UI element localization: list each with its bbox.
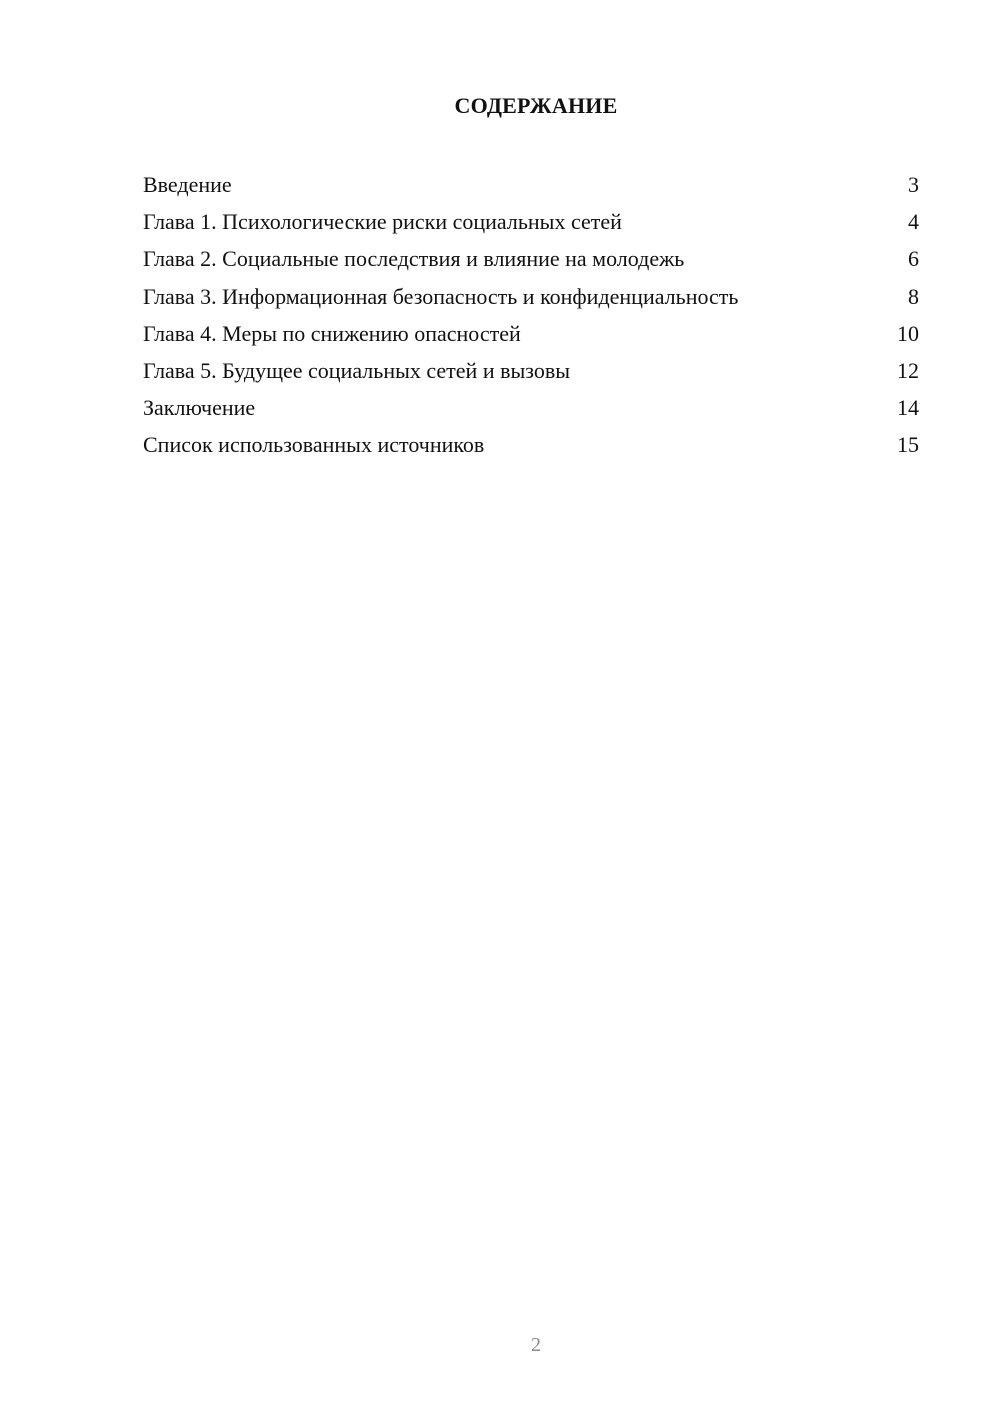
toc-entry-page: 8 [908,283,919,309]
table-of-contents [143,166,919,464]
toc-entry-references [143,426,919,463]
page-number: 2 [531,1334,541,1356]
toc-entry-title: Заключение [143,395,256,421]
toc-entry-page: 12 [897,357,919,383]
toc-entry-chapter-2 [143,240,919,277]
toc-entry-page: 15 [897,432,919,458]
toc-entry-title: Глава 5. Будущее социальных сетей и вызовы [143,357,570,383]
toc-heading: СОДЕРЖАНИЕ [454,93,618,118]
toc-entry-page: 3 [908,172,919,197]
toc-entry-title: Введение [143,172,232,197]
toc-entry-page: 10 [897,320,919,346]
toc-entry-title: Глава 1. Психологические риски социальных сетей [143,209,622,235]
toc-entry-chapter-5 [143,352,919,389]
toc-entry-title: Список использованных источников [143,432,485,458]
toc-entry-title: Глава 4. Меры по снижению опасностей [143,320,521,346]
toc-entry-title: Глава 2. Социальные последствия и влияние на молодежь [143,246,685,272]
toc-entry-page: 6 [908,246,919,272]
toc-entry-chapter-3 [143,278,919,315]
toc-entry-title: Глава 3. Информационная безопасность и конфиденциальность [143,283,739,309]
toc-entry-page: 4 [908,209,919,235]
toc-entry-introduction [143,166,919,203]
toc-entry-conclusion [143,389,919,426]
toc-entry-chapter-4 [143,315,919,352]
toc-entry-chapter-1 [143,203,919,240]
toc-entry-page: 14 [897,395,919,421]
